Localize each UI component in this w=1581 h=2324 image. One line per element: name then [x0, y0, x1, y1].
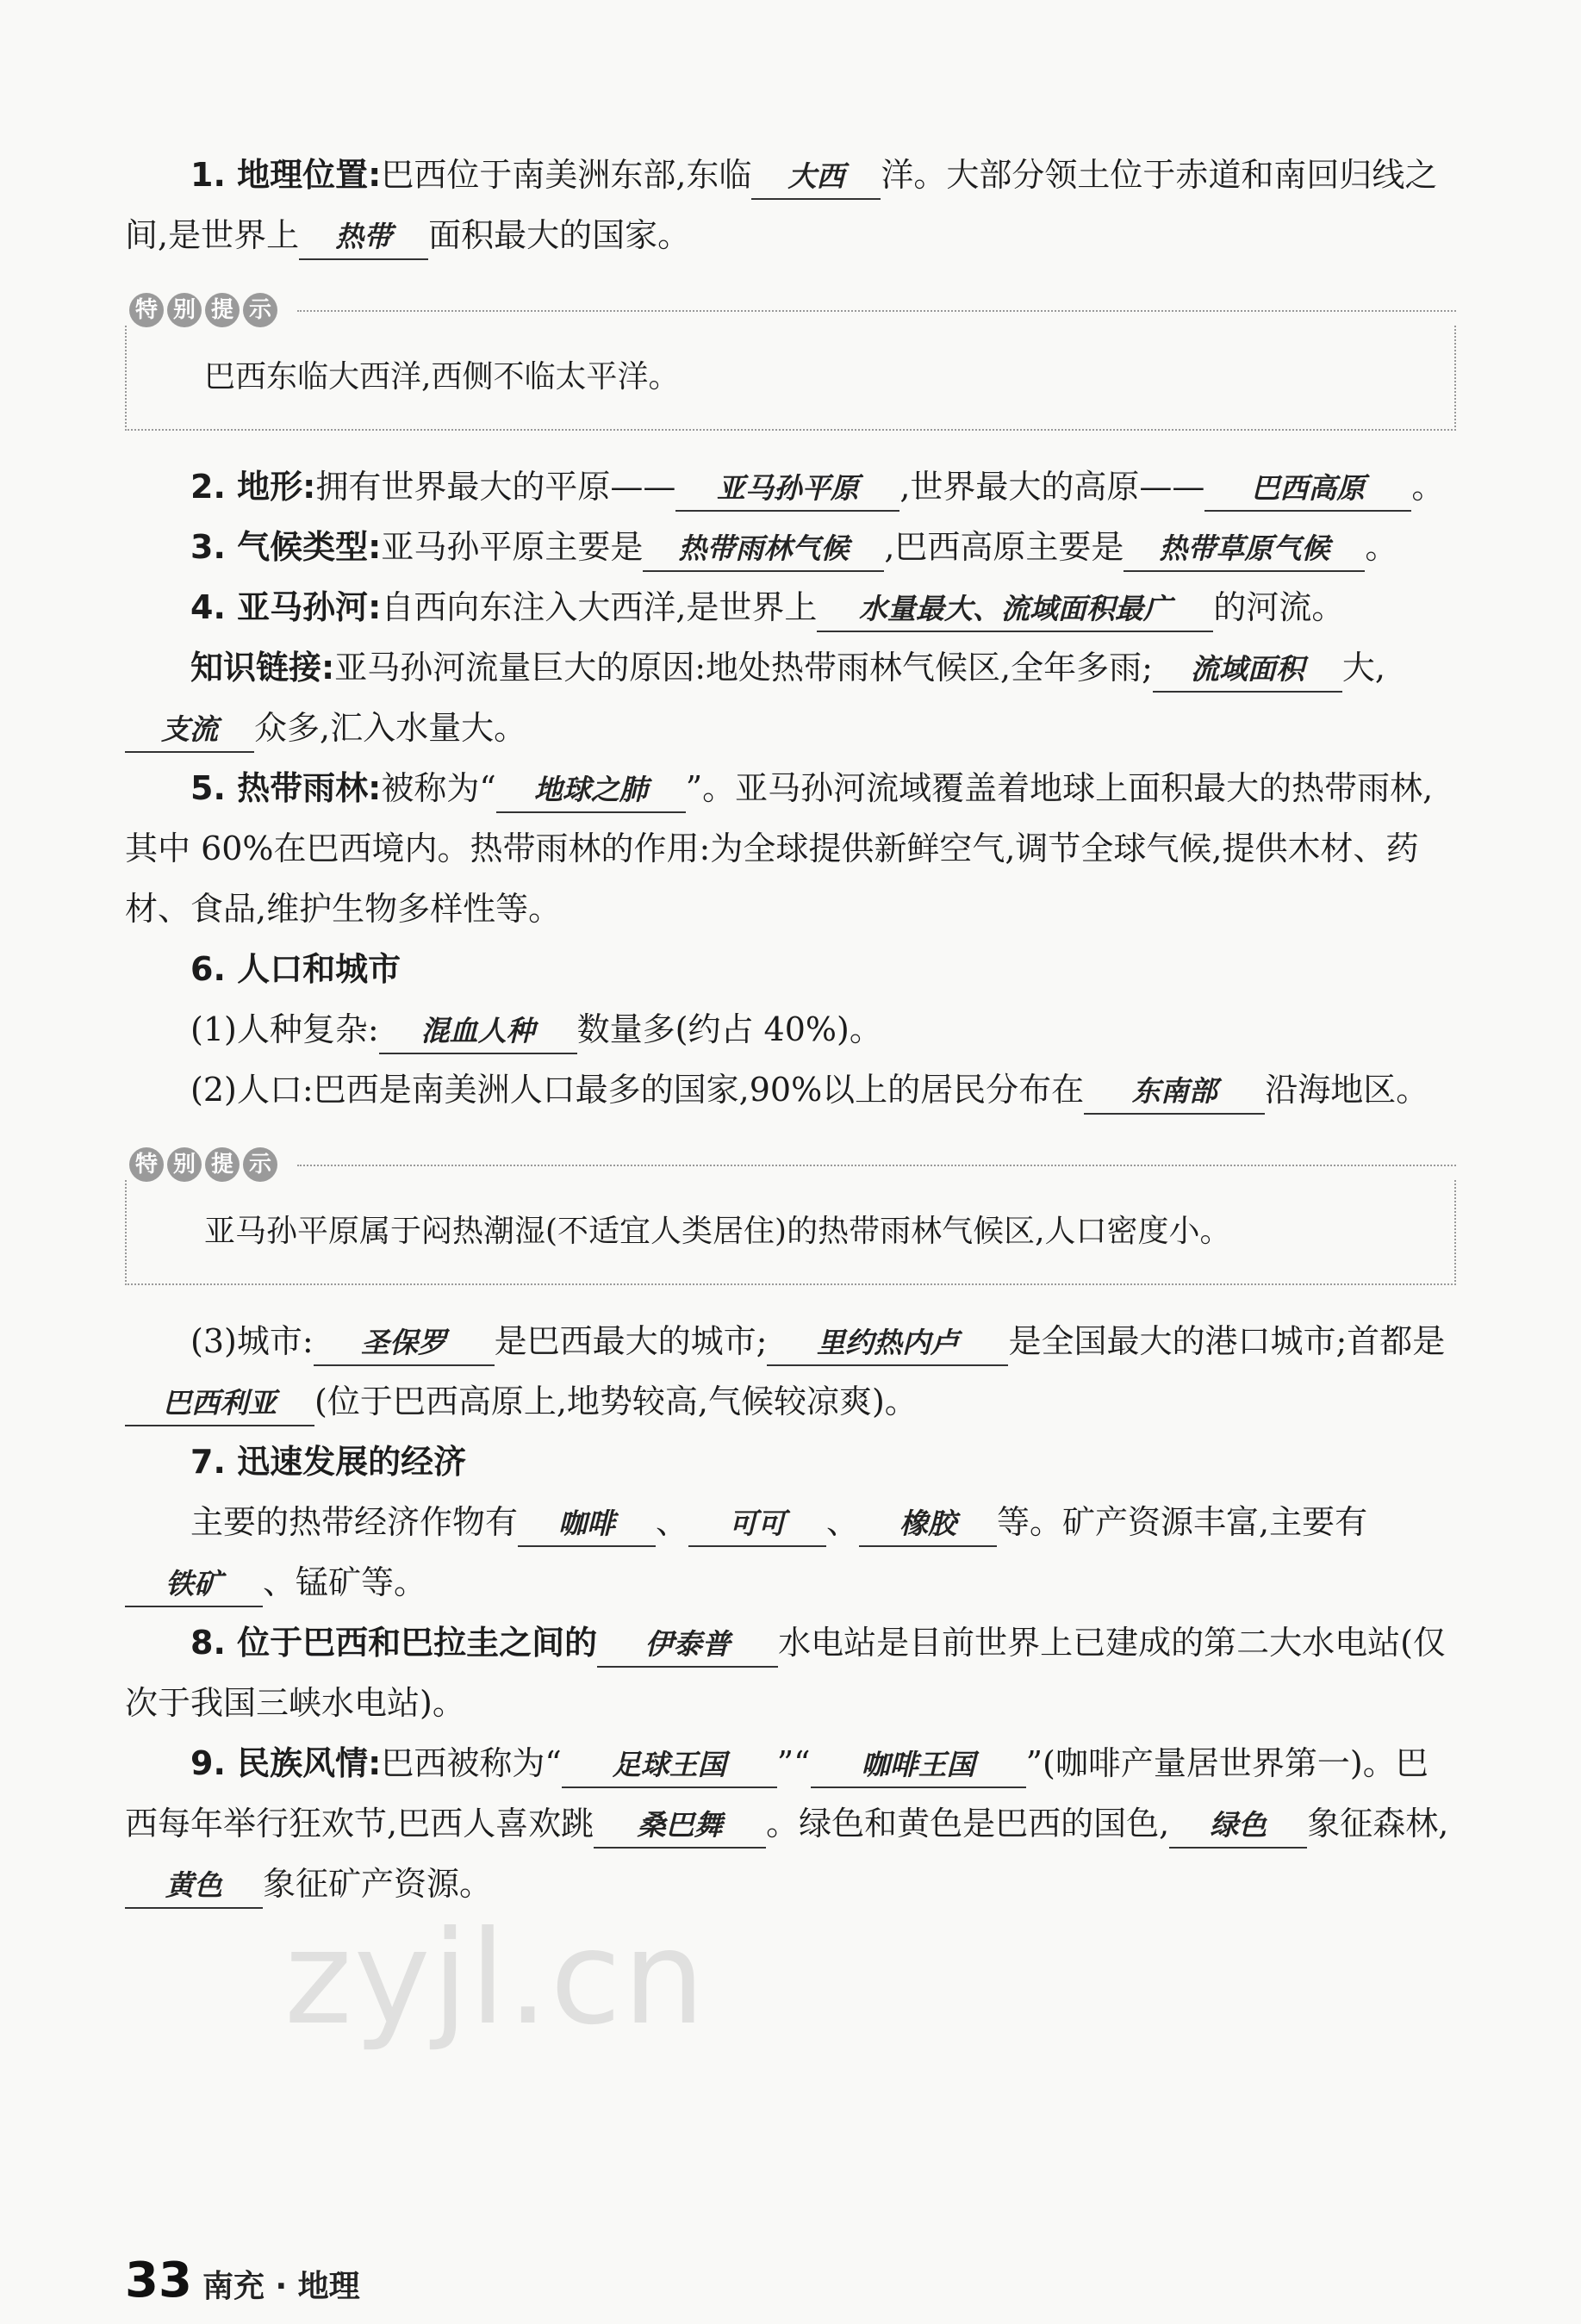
answer-blank: 混血人种	[379, 1010, 577, 1054]
page-number: 33	[125, 2253, 192, 2308]
item-6-heading: 6. 人口和城市	[190, 950, 401, 988]
item-1: 1. 地理位置:巴西位于南美洲东部,东临 大西 洋。大部分领土位于赤道和南回归线之间,是世界上 热带 面积最大的国家。	[125, 145, 1456, 265]
answer-blank: 支流	[125, 708, 254, 753]
item-7-heading: 7. 迅速发展的经济	[190, 1443, 467, 1481]
answer-blank: 桑巴舞	[594, 1804, 766, 1849]
answer-blank: 橡胶	[859, 1502, 997, 1547]
answer-blank: 铁矿	[125, 1563, 263, 1607]
answer-blank: 绿色	[1169, 1804, 1307, 1849]
answer-blank: 里约热内卢	[767, 1321, 1008, 1366]
item-5: 5. 热带雨林:被称为“ 地球之肺 ”。亚马孙河流域覆盖着地球上面积最大的热带雨林,其中 60%在巴西境内。热带雨林的作用:为全球提供新鲜空气,调节全球气候,提供木材、药材、食品,维护生物多样性等。	[125, 769, 1434, 928]
item-9: 9. 民族风情:巴西被称为“ 足球王国 ”“ 咖啡王国 ”(咖啡产量居世界第一)。巴西每年举行狂欢节,巴西人喜欢跳 桑巴舞 。绿色和黄色是巴西的国色, 绿色 象征森林,黄色 象征矿产资源。	[125, 1733, 1456, 1914]
worksheet-content	[125, 145, 1456, 1914]
item-6-1: (1)人种复杂: 混血人种 数量多(约占 40%)。	[125, 999, 1456, 1059]
answer-blank: 亚马孙平原	[675, 467, 899, 512]
special-tip-text: 巴西东临大西洋,西侧不临太平洋。	[125, 326, 1456, 431]
answer-blank: 热带	[299, 215, 428, 260]
special-tip-text: 亚马孙平原属于闷热潮湿(不适宜人类居住)的热带雨林气候区,人口密度小。	[125, 1180, 1456, 1285]
item-4: 4. 亚马孙河:自西向东注入大西洋,是世界上 水量最大、流域面积最广 的河流。	[125, 577, 1456, 637]
answer-blank: 可可	[688, 1502, 826, 1547]
item-7: 主要的热带经济作物有 咖啡 、 可可 、 橡胶 等。矿产资源丰富,主要有铁矿 、锰矿等。	[125, 1492, 1456, 1613]
special-tip-label: 特 别 提 示	[129, 1147, 1456, 1182]
item-6-3: (3)城市: 圣保罗 是巴西最大的城市; 里约热内卢 是全国最大的港口城市;首都是巴西利亚 (位于巴西高原上,地势较高,气候较凉爽)。	[125, 1311, 1456, 1432]
item-3: 3. 气候类型:亚马孙平原主要是 热带雨林气候 ,巴西高原主要是 热带草原气候 。	[125, 517, 1456, 577]
item-2: 2. 地形:拥有世界最大的平原—— 亚马孙平原 ,世界最大的高原—— 巴西高原 。	[125, 457, 1456, 517]
answer-blank: 东南部	[1084, 1070, 1265, 1115]
series-title: 南充 · 地理	[202, 2269, 360, 2304]
answer-blank: 大西	[751, 155, 881, 200]
answer-blank: 咖啡	[518, 1502, 656, 1547]
answer-blank: 地球之肺	[496, 768, 686, 813]
special-tip-box	[125, 293, 1456, 431]
item-8: 8. 位于巴西和巴拉圭之间的 伊泰普 水电站是目前世界上已建成的第二大水电站(仅次于我国三峡水电站)。	[125, 1624, 1446, 1722]
answer-blank: 热带草原气候	[1124, 527, 1365, 572]
page-footer	[125, 2253, 360, 2308]
answer-blank: 伊泰普	[597, 1623, 778, 1668]
answer-blank: 巴西高原	[1204, 467, 1411, 512]
answer-blank: 流域面积	[1153, 648, 1342, 693]
knowledge-link: 知识链接:亚马孙河流量巨大的原因:地处热带雨林气候区,全年多雨; 流域面积 大,支流 众多,汇入水量大。	[125, 637, 1456, 758]
answer-blank: 足球王国	[562, 1743, 777, 1788]
special-tip-label: 特 别 提 示	[129, 293, 1456, 327]
answer-blank: 巴西利亚	[125, 1382, 314, 1426]
answer-blank: 热带雨林气候	[643, 527, 884, 572]
special-tip-box-2	[125, 1147, 1456, 1285]
answer-blank: 圣保罗	[314, 1321, 495, 1366]
answer-blank: 黄色	[125, 1864, 263, 1909]
answer-blank: 水量最大、流域面积最广	[817, 587, 1213, 632]
answer-blank: 咖啡王国	[811, 1743, 1026, 1788]
item-6-2: (2)人口:巴西是南美洲人口最多的国家,90%以上的居民分布在 东南部 沿海地区。	[125, 1059, 1456, 1120]
watermark: zyjl.cn	[284, 1904, 707, 2054]
